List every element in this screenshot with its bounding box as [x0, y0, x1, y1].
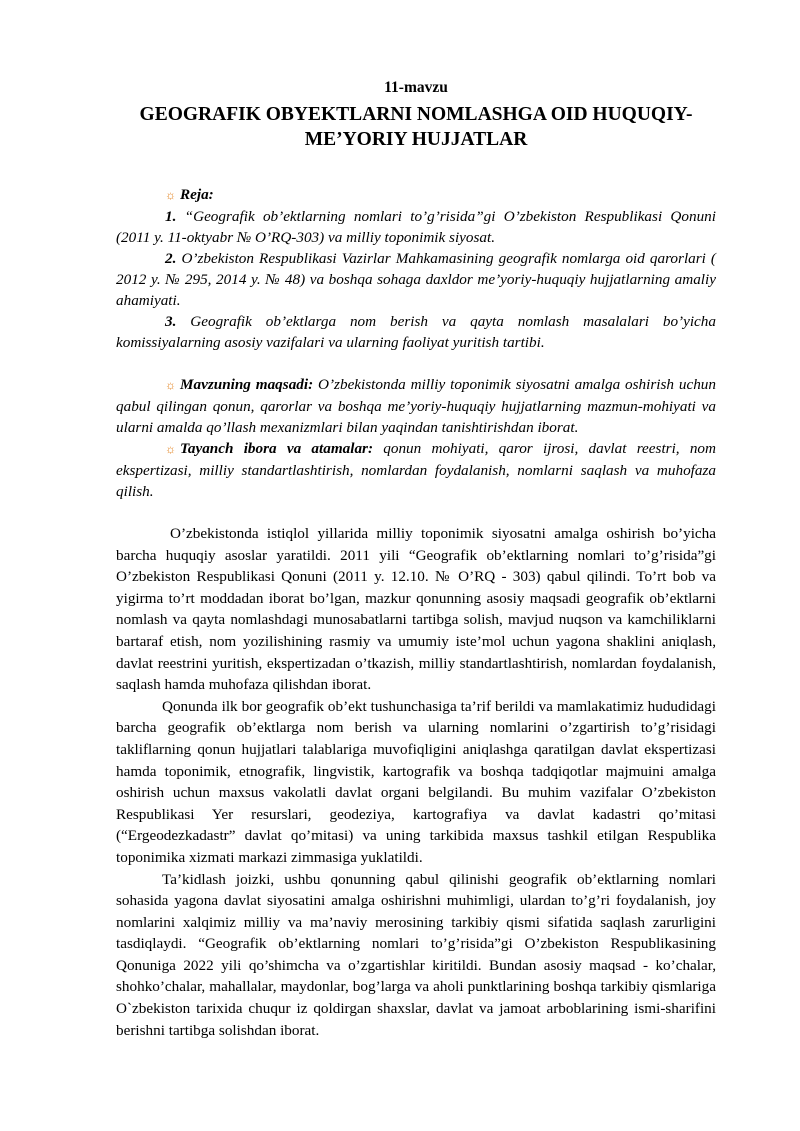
body-text	[116, 523, 716, 1041]
topic-label: 11-mavzu	[384, 79, 448, 96]
goal-text: O’zbekistonda milliy toponimik siyosatni amalga oshirish uchun qabul qilingan qonun, qarorlar va boshqa me’yoriy-huquqiy hujjatlarning mazmun-mohiyati va ularni amalda qo’llash mexanizmlari bilan yaqindan tanishtirishdan iborat.	[116, 376, 716, 436]
plan-item-3	[116, 311, 716, 353]
goal-paragraph	[116, 374, 716, 438]
body-paragraph-2: Qonunda ilk bor geografik ob’ekt tushunchasiga ta’rif berildi va mamlakatimiz hududidagi barcha geografik ob’ektlarga nom berish va ularning nomlarini o’zgartirish to’g’risidagi takliflarning qonun hujjatlari talablariga muvofiqligini aniqlashga qaratilgan davlat ekspertizasi hamda toponimik, etnografik, lingvistik, kartografik va boshqa tadqiqotlar majmuini amalga oshirish uchun maxsus vakolatli davlat organi belgilandi. Bu muhim vazifalar O’zbekiston Respublikasi Yer resurslari, geodeziya, kartografiya va davlat kadastri qo’mitasi (“Ergeodezkadastr” davlat qo’mitasi) va uning tarkibida maxsus tashkil etilgan Respublika toponimika xizmati markazi zimmasiga yuklatildi.	[116, 697, 716, 866]
plan-label: Reja:	[180, 186, 214, 203]
plan-item-text: Geografik ob’ektlarga nom berish va qayta nomlash masalalari bo’yicha komissiyalarning asosiy vazifalari va ularning faoliyat yuritish tartibi.	[116, 313, 716, 351]
page-title-line1: GEOGRAFIK OBYEKTLARNI NOMLASHGA OID HUQUQIY-	[139, 104, 693, 125]
sun-bullet-icon: ☼	[165, 442, 176, 456]
plan-item-2	[116, 248, 716, 311]
page-title-line2: ME’YORIY HUJJATLAR	[304, 129, 528, 150]
plan-heading	[116, 184, 716, 206]
keywords-label: Tayanch ibora va atamalar:	[180, 440, 374, 457]
body-paragraph-1: O’zbekistonda istiqlol yillarida milliy toponimik siyosatni amalga oshirish bo’yicha barcha huquqiy asoslar yaratildi. 2011 yili “Geografik ob’ektlarning nomlari to’g’risida”gi O’zbekiston Respublikasi Qonuni (2011 y. 12.10. № O’RQ - 303) qabul qilindi. To’rt bob va yigirma to’rt moddadan iborat bo’lgan, mazkur qonunning asosiy maqsadi geografik ob’ektlarni nomlash va qayta nomlashdagi munosabatlarni tartibga solish, mavjud nuqson va kamchiliklarni bartaraf etish, nom yozilishining rasmiy va umumiy iste’mol uchun yagona shaklini aniqlash, davlat reestrini yuritish, ekspertizadan o’tkazish, milliy standartlashtirish, nomlardan foydalanish, saqlash hamda muhofaza qilishdan iborat.	[116, 525, 716, 694]
plan-item-text: “Geografik ob’ektlarning nomlari to’g’risida”gi O’zbekiston Respublikasi Qonuni (2011 y. 11-oktyabr № O’RQ-303) va milliy toponimik siyosat.	[116, 208, 716, 246]
plan-section	[116, 184, 716, 502]
plan-item-number: 1.	[165, 208, 177, 225]
keywords-text: qonun mohiyati, qaror ijrosi, davlat reestri, nom ekspertizasi, milliy standartlashtirish, nomlardan foydalanish, nomlarni saqlash va muhofaza qilish.	[116, 440, 716, 500]
plan-item-text: O’zbekiston Respublikasi Vazirlar Mahkamasining geografik nomlarga oid qarorlari ( 2012 y. № 295, 2014 y. № 48) va boshqa sohaga daxldor me’yoriy-huquqiy hujjatlarning amaliy ahamiyati.	[116, 250, 716, 309]
body-paragraph-3: Ta’kidlash joizki, ushbu qonunning qabul qilinishi geografik ob’ektlarning nomlari sohasida yagona davlat siyosatini amalga oshirishni muhimligi, ulardan to’g’ri foydalanish, joy nomlarini xalqimiz milliy va ma’naviy merosining tarkibiy qismi sifatida saqlash zarurligini tasdiqlaydi. “Geografik ob’ektlarning nomlari to’g’risida”gi O’zbekiston Respublikasining Qonuniga 2022 yili qo’shimcha va o’zgartishlar kiritildi. Bundan asosiy maqsad - ko’chalar, shohko’chalar, mahallalar, maydonlar, bog’larga va aholi punktlarining boshqa tarkibiy qismlariga O`zbekiston tarixida chuqur iz qoldirgan shaxslar, davlat va jamoat arboblarining ismi-sharifini berishni tartibga solishdan iborat.	[116, 870, 716, 1039]
spacer	[116, 353, 716, 374]
keywords-paragraph	[116, 438, 716, 502]
plan-item-1	[116, 206, 716, 248]
plan-item-number: 3.	[165, 313, 177, 330]
sun-bullet-icon: ☼	[165, 378, 176, 392]
goal-label: Mavzuning maqsadi:	[180, 376, 314, 393]
plan-item-number: 2.	[165, 250, 177, 267]
sun-bullet-icon: ☼	[165, 188, 176, 202]
